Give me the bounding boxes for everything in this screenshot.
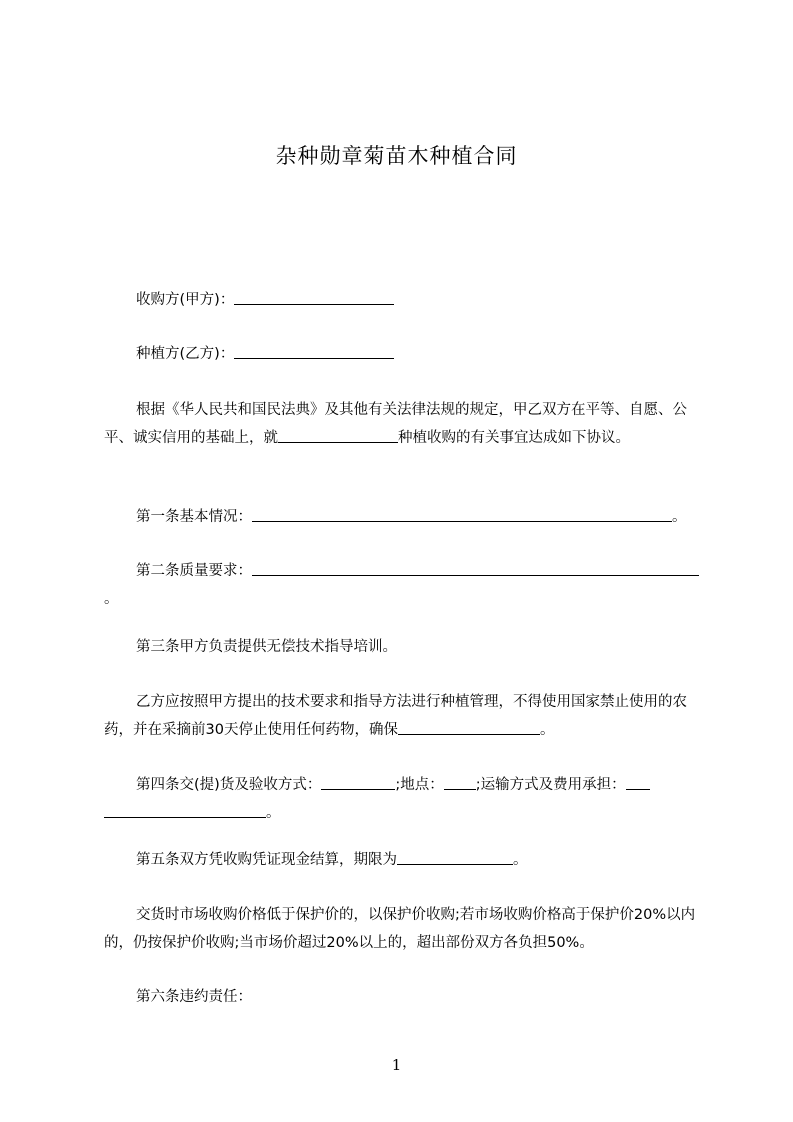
article-3-detail bbox=[104, 688, 700, 744]
article-1-blank bbox=[252, 507, 672, 522]
buyer-blank bbox=[234, 290, 394, 305]
article-5-end: 。 bbox=[513, 852, 528, 868]
article-5-detail: 交货时市场收购价格低于保护价的，以保护价收购;若市场收购价格高于保护价20%以内的，仍按保护价收购;当市场价超过20%以上的，超出部份双方各负担50%。 bbox=[104, 907, 696, 951]
article-4-label: 第四条交(提)货及验收方式： bbox=[136, 777, 322, 793]
buyer-line bbox=[104, 286, 700, 314]
article-2-label: 第二条质量要求： bbox=[136, 563, 252, 579]
intro-text-2: 种植收购的有关事宜达成如下协议。 bbox=[398, 430, 630, 446]
article-3-detail-end: 。 bbox=[539, 722, 555, 738]
article-3-detail-blank bbox=[398, 720, 540, 735]
article-1-label: 第一条基本情况： bbox=[136, 509, 252, 525]
article-1-end: 。 bbox=[672, 509, 687, 525]
document-title: 杂种勋章菊苗木种植合同 bbox=[275, 144, 518, 168]
article-4-blank-4 bbox=[104, 803, 266, 818]
article-4-end: 。 bbox=[266, 805, 281, 821]
article-4-transport-label: ;运输方式及费用承担： bbox=[475, 777, 626, 793]
article-4-blank-3 bbox=[626, 775, 650, 790]
article-5 bbox=[104, 846, 700, 874]
article-4 bbox=[104, 771, 700, 827]
article-4-blank-1 bbox=[321, 775, 395, 790]
article-2-end: 。 bbox=[104, 591, 119, 607]
article-1 bbox=[104, 503, 700, 531]
article-2-blank-2 bbox=[684, 561, 699, 576]
page-number: 1 bbox=[391, 1056, 402, 1074]
article-5-blank bbox=[397, 850, 513, 865]
article-5-text: 第五条双方凭收购凭证现金结算，期限为 bbox=[136, 852, 397, 868]
article-3-detail-text: 乙方应按照甲方提出的技术要求和指导方法进行种植管理，不得使用国家禁止使用的农药，并在采摘前30天停止使用任何药物，确保 bbox=[104, 694, 687, 738]
grower-label: 种植方(乙方)： bbox=[136, 346, 235, 362]
article-3: 第三条甲方负责提供无偿技术指导培训。 bbox=[136, 639, 397, 655]
grower-blank bbox=[234, 344, 394, 359]
intro-text-1: 根据《华人民共和国民法典》及其他有关法律法规的规定，甲乙双方在平等、自愿、公平、诚实信用的基础上，就 bbox=[104, 402, 687, 446]
intro-blank bbox=[278, 428, 398, 443]
grower-line bbox=[104, 340, 700, 368]
article-4-blank-2 bbox=[444, 775, 476, 790]
article-6: 第六条违约责任： bbox=[136, 989, 252, 1005]
article-2 bbox=[104, 557, 700, 613]
article-4-location-label: ;地点： bbox=[395, 777, 444, 793]
buyer-label: 收购方(甲方)： bbox=[136, 292, 235, 308]
intro-paragraph bbox=[104, 396, 700, 452]
article-2-blank-1 bbox=[252, 561, 684, 576]
